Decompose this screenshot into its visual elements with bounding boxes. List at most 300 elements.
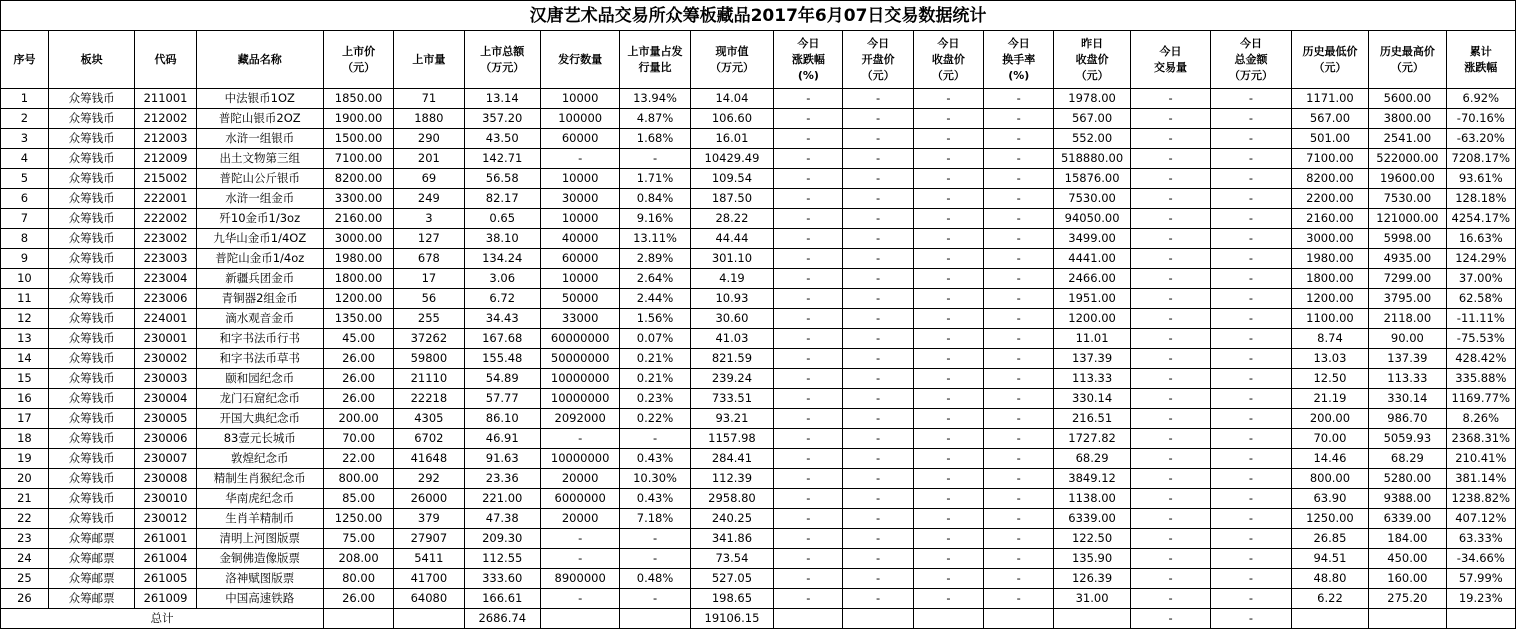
table-cell: - [1211, 129, 1291, 149]
table-cell: - [1211, 509, 1291, 529]
table-cell: 众筹钱币 [48, 369, 135, 389]
table-cell: - [1130, 329, 1210, 349]
table-cell: - [620, 549, 690, 569]
table-cell: 21110 [394, 369, 464, 389]
table-cell: 众筹钱币 [48, 289, 135, 309]
table-cell: 41648 [394, 449, 464, 469]
table-cell: 261009 [135, 589, 196, 609]
table-cell: 11.01 [1054, 329, 1130, 349]
table-cell: 众筹钱币 [48, 309, 135, 329]
table-cell: 5 [1, 169, 49, 189]
table-cell: 6339.00 [1369, 509, 1446, 529]
table-cell: 13.11% [620, 229, 690, 249]
table-cell: 众筹钱币 [48, 429, 135, 449]
table-cell: 6702 [394, 429, 464, 449]
table-cell: 127 [394, 229, 464, 249]
table-cell: 龙门石窟纪念币 [196, 389, 323, 409]
table-cell: 众筹钱币 [48, 389, 135, 409]
table-cell: 众筹钱币 [48, 409, 135, 429]
table-cell: 众筹钱币 [48, 329, 135, 349]
table-cell: 2.89% [620, 249, 690, 269]
table-cell: - [1211, 109, 1291, 129]
table-cell: - [774, 329, 843, 349]
table-cell: - [774, 369, 843, 389]
table-cell: 13.03 [1291, 349, 1368, 369]
table-cell: 216.51 [1054, 409, 1130, 429]
total-cell [1446, 609, 1515, 629]
table-cell: - [984, 549, 1054, 569]
table-cell: 60000 [540, 249, 619, 269]
table-cell: - [843, 449, 913, 469]
table-cell: 1850.00 [323, 89, 393, 109]
table-cell: 众筹钱币 [48, 469, 135, 489]
table-cell: - [984, 489, 1054, 509]
table-cell: - [774, 569, 843, 589]
table-cell: 230012 [135, 509, 196, 529]
total-row [1, 609, 1516, 629]
table-cell: 2092000 [540, 409, 619, 429]
table-cell: 142.71 [464, 149, 540, 169]
table-cell: 212002 [135, 109, 196, 129]
table-cell: 60000 [540, 129, 619, 149]
table-cell: 3499.00 [1054, 229, 1130, 249]
table-cell: 洛神赋图版票 [196, 569, 323, 589]
table-cell: 47.38 [464, 509, 540, 529]
table-cell: 50000 [540, 289, 619, 309]
trading-data-table [0, 30, 1516, 629]
table-row [1, 569, 1516, 589]
table-cell: 4.19 [690, 269, 774, 289]
table-cell: - [843, 249, 913, 269]
table-cell: 249 [394, 189, 464, 209]
table-cell: - [774, 389, 843, 409]
table-row [1, 469, 1516, 489]
table-cell: 30.60 [690, 309, 774, 329]
table-cell: 60000000 [540, 329, 619, 349]
table-row [1, 369, 1516, 389]
table-row [1, 389, 1516, 409]
table-cell: 10429.49 [690, 149, 774, 169]
table-row [1, 409, 1516, 429]
table-cell: 223002 [135, 229, 196, 249]
table-cell: - [1130, 489, 1210, 509]
table-cell: 40000 [540, 229, 619, 249]
table-cell: 众筹钱币 [48, 349, 135, 369]
table-cell: - [1211, 489, 1291, 509]
table-cell: - [984, 309, 1054, 329]
table-cell: 7208.17% [1446, 149, 1515, 169]
table-cell: - [843, 149, 913, 169]
table-cell: 5411 [394, 549, 464, 569]
table-cell: 0.22% [620, 409, 690, 429]
table-cell: - [540, 589, 619, 609]
table-cell: 208.00 [323, 549, 393, 569]
table-cell: 284.41 [690, 449, 774, 469]
table-cell: 1880 [394, 109, 464, 129]
table-cell: 223004 [135, 269, 196, 289]
table-cell: - [913, 529, 983, 549]
table-cell: - [984, 129, 1054, 149]
table-cell: 230001 [135, 329, 196, 349]
table-cell: 敦煌纪念币 [196, 449, 323, 469]
table-cell: - [984, 449, 1054, 469]
table-cell: 527.05 [690, 569, 774, 589]
table-row [1, 109, 1516, 129]
table-cell: - [1130, 429, 1210, 449]
column-header: 今日 总金额 （万元） [1211, 31, 1291, 89]
table-cell: 19 [1, 449, 49, 469]
total-today-total: - [1211, 609, 1291, 629]
table-cell: - [843, 129, 913, 149]
total-cell [913, 609, 983, 629]
table-cell: - [913, 469, 983, 489]
table-cell: 137.39 [1369, 349, 1446, 369]
table-cell: - [984, 189, 1054, 209]
table-cell: 224001 [135, 309, 196, 329]
table-cell: 222001 [135, 189, 196, 209]
table-cell: - [913, 349, 983, 369]
table-cell: 106.60 [690, 109, 774, 129]
table-cell: 518880.00 [1054, 149, 1130, 169]
table-cell: 200.00 [323, 409, 393, 429]
table-cell: 众筹钱币 [48, 269, 135, 289]
table-cell: 986.70 [1369, 409, 1446, 429]
table-cell: - [984, 509, 1054, 529]
total-cell [1369, 609, 1446, 629]
table-cell: - [1130, 589, 1210, 609]
table-cell: 94050.00 [1054, 209, 1130, 229]
table-cell: - [843, 349, 913, 369]
table-cell: 众筹邮票 [48, 589, 135, 609]
table-cell: 240.25 [690, 509, 774, 529]
table-cell: - [984, 429, 1054, 449]
table-row [1, 429, 1516, 449]
table-row [1, 209, 1516, 229]
table-cell: - [774, 169, 843, 189]
table-cell: 733.51 [690, 389, 774, 409]
table-cell: - [843, 589, 913, 609]
table-cell: - [843, 389, 913, 409]
table-cell: - [843, 169, 913, 189]
column-header: 板块 [48, 31, 135, 89]
table-cell: 19600.00 [1369, 169, 1446, 189]
table-cell: 歼10金币1/3oz [196, 209, 323, 229]
table-cell: 56 [394, 289, 464, 309]
table-cell: 56.58 [464, 169, 540, 189]
table-cell: 5280.00 [1369, 469, 1446, 489]
table-cell: 261005 [135, 569, 196, 589]
table-row [1, 289, 1516, 309]
table-cell: - [984, 249, 1054, 269]
table-cell: 众筹钱币 [48, 489, 135, 509]
table-cell: 众筹钱币 [48, 509, 135, 529]
table-cell: 381.14% [1446, 469, 1515, 489]
table-cell: 3000.00 [1291, 229, 1368, 249]
table-cell: - [1211, 449, 1291, 469]
table-cell: - [1211, 189, 1291, 209]
table-cell: 223006 [135, 289, 196, 309]
table-cell: - [774, 269, 843, 289]
table-cell: - [984, 529, 1054, 549]
table-cell: 26000 [394, 489, 464, 509]
table-cell: - [774, 309, 843, 329]
table-cell: - [843, 409, 913, 429]
table-cell: - [1130, 209, 1210, 229]
column-header: 上市量 [394, 31, 464, 89]
table-cell: 众筹钱币 [48, 229, 135, 249]
table-cell: 精制生肖猴纪念币 [196, 469, 323, 489]
table-cell: 26.00 [323, 589, 393, 609]
table-cell: 1157.98 [690, 429, 774, 449]
table-cell: 37.00% [1446, 269, 1515, 289]
table-cell: 407.12% [1446, 509, 1515, 529]
total-amount: 2686.74 [464, 609, 540, 629]
table-cell: 1.71% [620, 169, 690, 189]
table-cell: -11.11% [1446, 309, 1515, 329]
table-cell: 223003 [135, 249, 196, 269]
table-cell: 3300.00 [323, 189, 393, 209]
table-cell: - [540, 549, 619, 569]
table-cell: - [1130, 569, 1210, 589]
table-cell: 3795.00 [1369, 289, 1446, 309]
table-cell: - [913, 189, 983, 209]
table-cell: 330.14 [1369, 389, 1446, 409]
table-cell: - [774, 189, 843, 209]
table-cell: 292 [394, 469, 464, 489]
table-cell: 20000 [540, 509, 619, 529]
table-cell: 0.43% [620, 449, 690, 469]
table-cell: - [1211, 589, 1291, 609]
table-cell: - [774, 209, 843, 229]
table-cell: - [1130, 149, 1210, 169]
table-cell: 10 [1, 269, 49, 289]
table-cell: 68.29 [1054, 449, 1130, 469]
total-cell [1291, 609, 1368, 629]
table-cell: 1978.00 [1054, 89, 1130, 109]
table-cell: 生肖羊精制币 [196, 509, 323, 529]
table-row [1, 309, 1516, 329]
table-cell: - [984, 349, 1054, 369]
table-cell: 37262 [394, 329, 464, 349]
table-cell: - [774, 509, 843, 529]
table-cell: 众筹邮票 [48, 569, 135, 589]
table-cell: 86.10 [464, 409, 540, 429]
table-cell: 普陀山银币2OZ [196, 109, 323, 129]
table-cell: -70.16% [1446, 109, 1515, 129]
table-cell: - [1130, 389, 1210, 409]
table-cell: - [913, 269, 983, 289]
table-cell: 7299.00 [1369, 269, 1446, 289]
table-row [1, 449, 1516, 469]
table-cell: - [984, 229, 1054, 249]
table-row [1, 349, 1516, 369]
table-cell: - [843, 529, 913, 549]
table-cell: 九华山金币1/4OZ [196, 229, 323, 249]
table-cell: 10000 [540, 209, 619, 229]
table-cell: - [1211, 149, 1291, 169]
table-cell: 357.20 [464, 109, 540, 129]
column-header: 今日 交易量 [1130, 31, 1210, 89]
table-cell: 91.63 [464, 449, 540, 469]
table-row [1, 229, 1516, 249]
table-cell: 众筹钱币 [48, 89, 135, 109]
table-cell: 22.00 [323, 449, 393, 469]
table-cell: 中国高速铁路 [196, 589, 323, 609]
table-cell: 230002 [135, 349, 196, 369]
table-cell: 14 [1, 349, 49, 369]
table-cell: 3 [1, 129, 49, 149]
table-cell: - [1130, 289, 1210, 309]
table-cell: 华南虎纪念币 [196, 489, 323, 509]
table-cell: - [1130, 229, 1210, 249]
table-cell: - [843, 229, 913, 249]
table-cell: 187.50 [690, 189, 774, 209]
table-cell: - [913, 549, 983, 569]
column-header: 今日 收盘价 （元） [913, 31, 983, 89]
table-cell: - [1211, 409, 1291, 429]
table-cell: 5998.00 [1369, 229, 1446, 249]
table-cell: 261001 [135, 529, 196, 549]
table-cell: 70.00 [323, 429, 393, 449]
table-cell: 155.48 [464, 349, 540, 369]
table-cell: 0.21% [620, 349, 690, 369]
table-row [1, 269, 1516, 289]
table-cell: 21 [1, 489, 49, 509]
table-cell: 6000000 [540, 489, 619, 509]
table-cell: 3800.00 [1369, 109, 1446, 129]
table-cell: 11 [1, 289, 49, 309]
total-cell [540, 609, 619, 629]
table-cell: 166.61 [464, 589, 540, 609]
table-cell: - [1211, 289, 1291, 309]
table-cell: 330.14 [1054, 389, 1130, 409]
table-cell: 22218 [394, 389, 464, 409]
table-row [1, 129, 1516, 149]
table-cell: - [843, 89, 913, 109]
table-cell: 10000 [540, 89, 619, 109]
table-cell: 255 [394, 309, 464, 329]
column-header: 藏品名称 [196, 31, 323, 89]
table-cell: 4.87% [620, 109, 690, 129]
table-cell: - [1130, 529, 1210, 549]
column-header: 上市总额 （万元） [464, 31, 540, 89]
table-cell: - [984, 269, 1054, 289]
table-cell: - [1130, 189, 1210, 209]
table-cell: 1200.00 [323, 289, 393, 309]
table-cell: 9.16% [620, 209, 690, 229]
total-market-value: 19106.15 [690, 609, 774, 629]
table-cell: - [1130, 349, 1210, 369]
table-cell: - [913, 569, 983, 589]
table-cell: 1171.00 [1291, 89, 1368, 109]
column-header: 今日 涨跌幅 (%) [774, 31, 843, 89]
table-cell: 8900000 [540, 569, 619, 589]
total-today-volume: - [1130, 609, 1210, 629]
table-cell: 开国大典纪念币 [196, 409, 323, 429]
table-cell: 100000 [540, 109, 619, 129]
total-cell [1054, 609, 1130, 629]
table-cell: 70.00 [1291, 429, 1368, 449]
table-cell: - [1211, 89, 1291, 109]
table-cell: - [1130, 169, 1210, 189]
table-cell: 0.23% [620, 389, 690, 409]
sheet-title: 汉唐艺术品交易所众筹板藏品2017年6月07日交易数据统计 [0, 0, 1516, 30]
table-cell: 68.29 [1369, 449, 1446, 469]
table-cell: 金铜佛造像版票 [196, 549, 323, 569]
table-row [1, 189, 1516, 209]
table-cell: 75.00 [323, 529, 393, 549]
table-cell: - [1211, 309, 1291, 329]
table-cell: - [540, 529, 619, 549]
table-cell: - [1211, 469, 1291, 489]
table-cell: - [843, 569, 913, 589]
table-cell: 26.00 [323, 389, 393, 409]
table-cell: - [774, 469, 843, 489]
column-header: 代码 [135, 31, 196, 89]
table-cell: 290 [394, 129, 464, 149]
table-cell: -75.53% [1446, 329, 1515, 349]
table-row [1, 529, 1516, 549]
table-cell: - [843, 369, 913, 389]
table-cell: - [1211, 249, 1291, 269]
table-cell: - [1130, 129, 1210, 149]
table-cell: 121000.00 [1369, 209, 1446, 229]
table-cell: 1.56% [620, 309, 690, 329]
table-cell: 43.50 [464, 129, 540, 149]
table-cell: 128.18% [1446, 189, 1515, 209]
table-cell: - [984, 169, 1054, 189]
table-cell: -34.66% [1446, 549, 1515, 569]
table-cell: 167.68 [464, 329, 540, 349]
table-cell: - [1130, 509, 1210, 529]
table-cell: 1 [1, 89, 49, 109]
table-cell: 2958.80 [690, 489, 774, 509]
table-cell: 1980.00 [1291, 249, 1368, 269]
table-cell: 83壹元长城币 [196, 429, 323, 449]
table-cell: - [913, 129, 983, 149]
table-cell: 63.90 [1291, 489, 1368, 509]
table-cell: 1800.00 [323, 269, 393, 289]
table-cell: 8200.00 [323, 169, 393, 189]
table-cell: 7100.00 [1291, 149, 1368, 169]
table-cell: 1200.00 [1291, 289, 1368, 309]
column-header: 上市价 （元） [323, 31, 393, 89]
table-cell: - [843, 509, 913, 529]
table-cell: 5059.93 [1369, 429, 1446, 449]
table-cell: 4254.17% [1446, 209, 1515, 229]
table-cell: 109.54 [690, 169, 774, 189]
table-cell: 9388.00 [1369, 489, 1446, 509]
table-cell: - [984, 409, 1054, 429]
table-cell: 45.00 [323, 329, 393, 349]
table-cell: - [1211, 209, 1291, 229]
table-cell: - [913, 409, 983, 429]
table-row [1, 329, 1516, 349]
table-cell: - [774, 409, 843, 429]
table-cell: 567.00 [1054, 109, 1130, 129]
table-cell: 8200.00 [1291, 169, 1368, 189]
table-cell: 0.21% [620, 369, 690, 389]
table-cell: 38.10 [464, 229, 540, 249]
table-cell: 10000000 [540, 389, 619, 409]
table-cell: 6339.00 [1054, 509, 1130, 529]
table-cell: - [1130, 109, 1210, 129]
table-cell: - [774, 129, 843, 149]
table-cell: - [843, 209, 913, 229]
table-cell: 82.17 [464, 189, 540, 209]
table-cell: 3.06 [464, 269, 540, 289]
table-cell: 1980.00 [323, 249, 393, 269]
